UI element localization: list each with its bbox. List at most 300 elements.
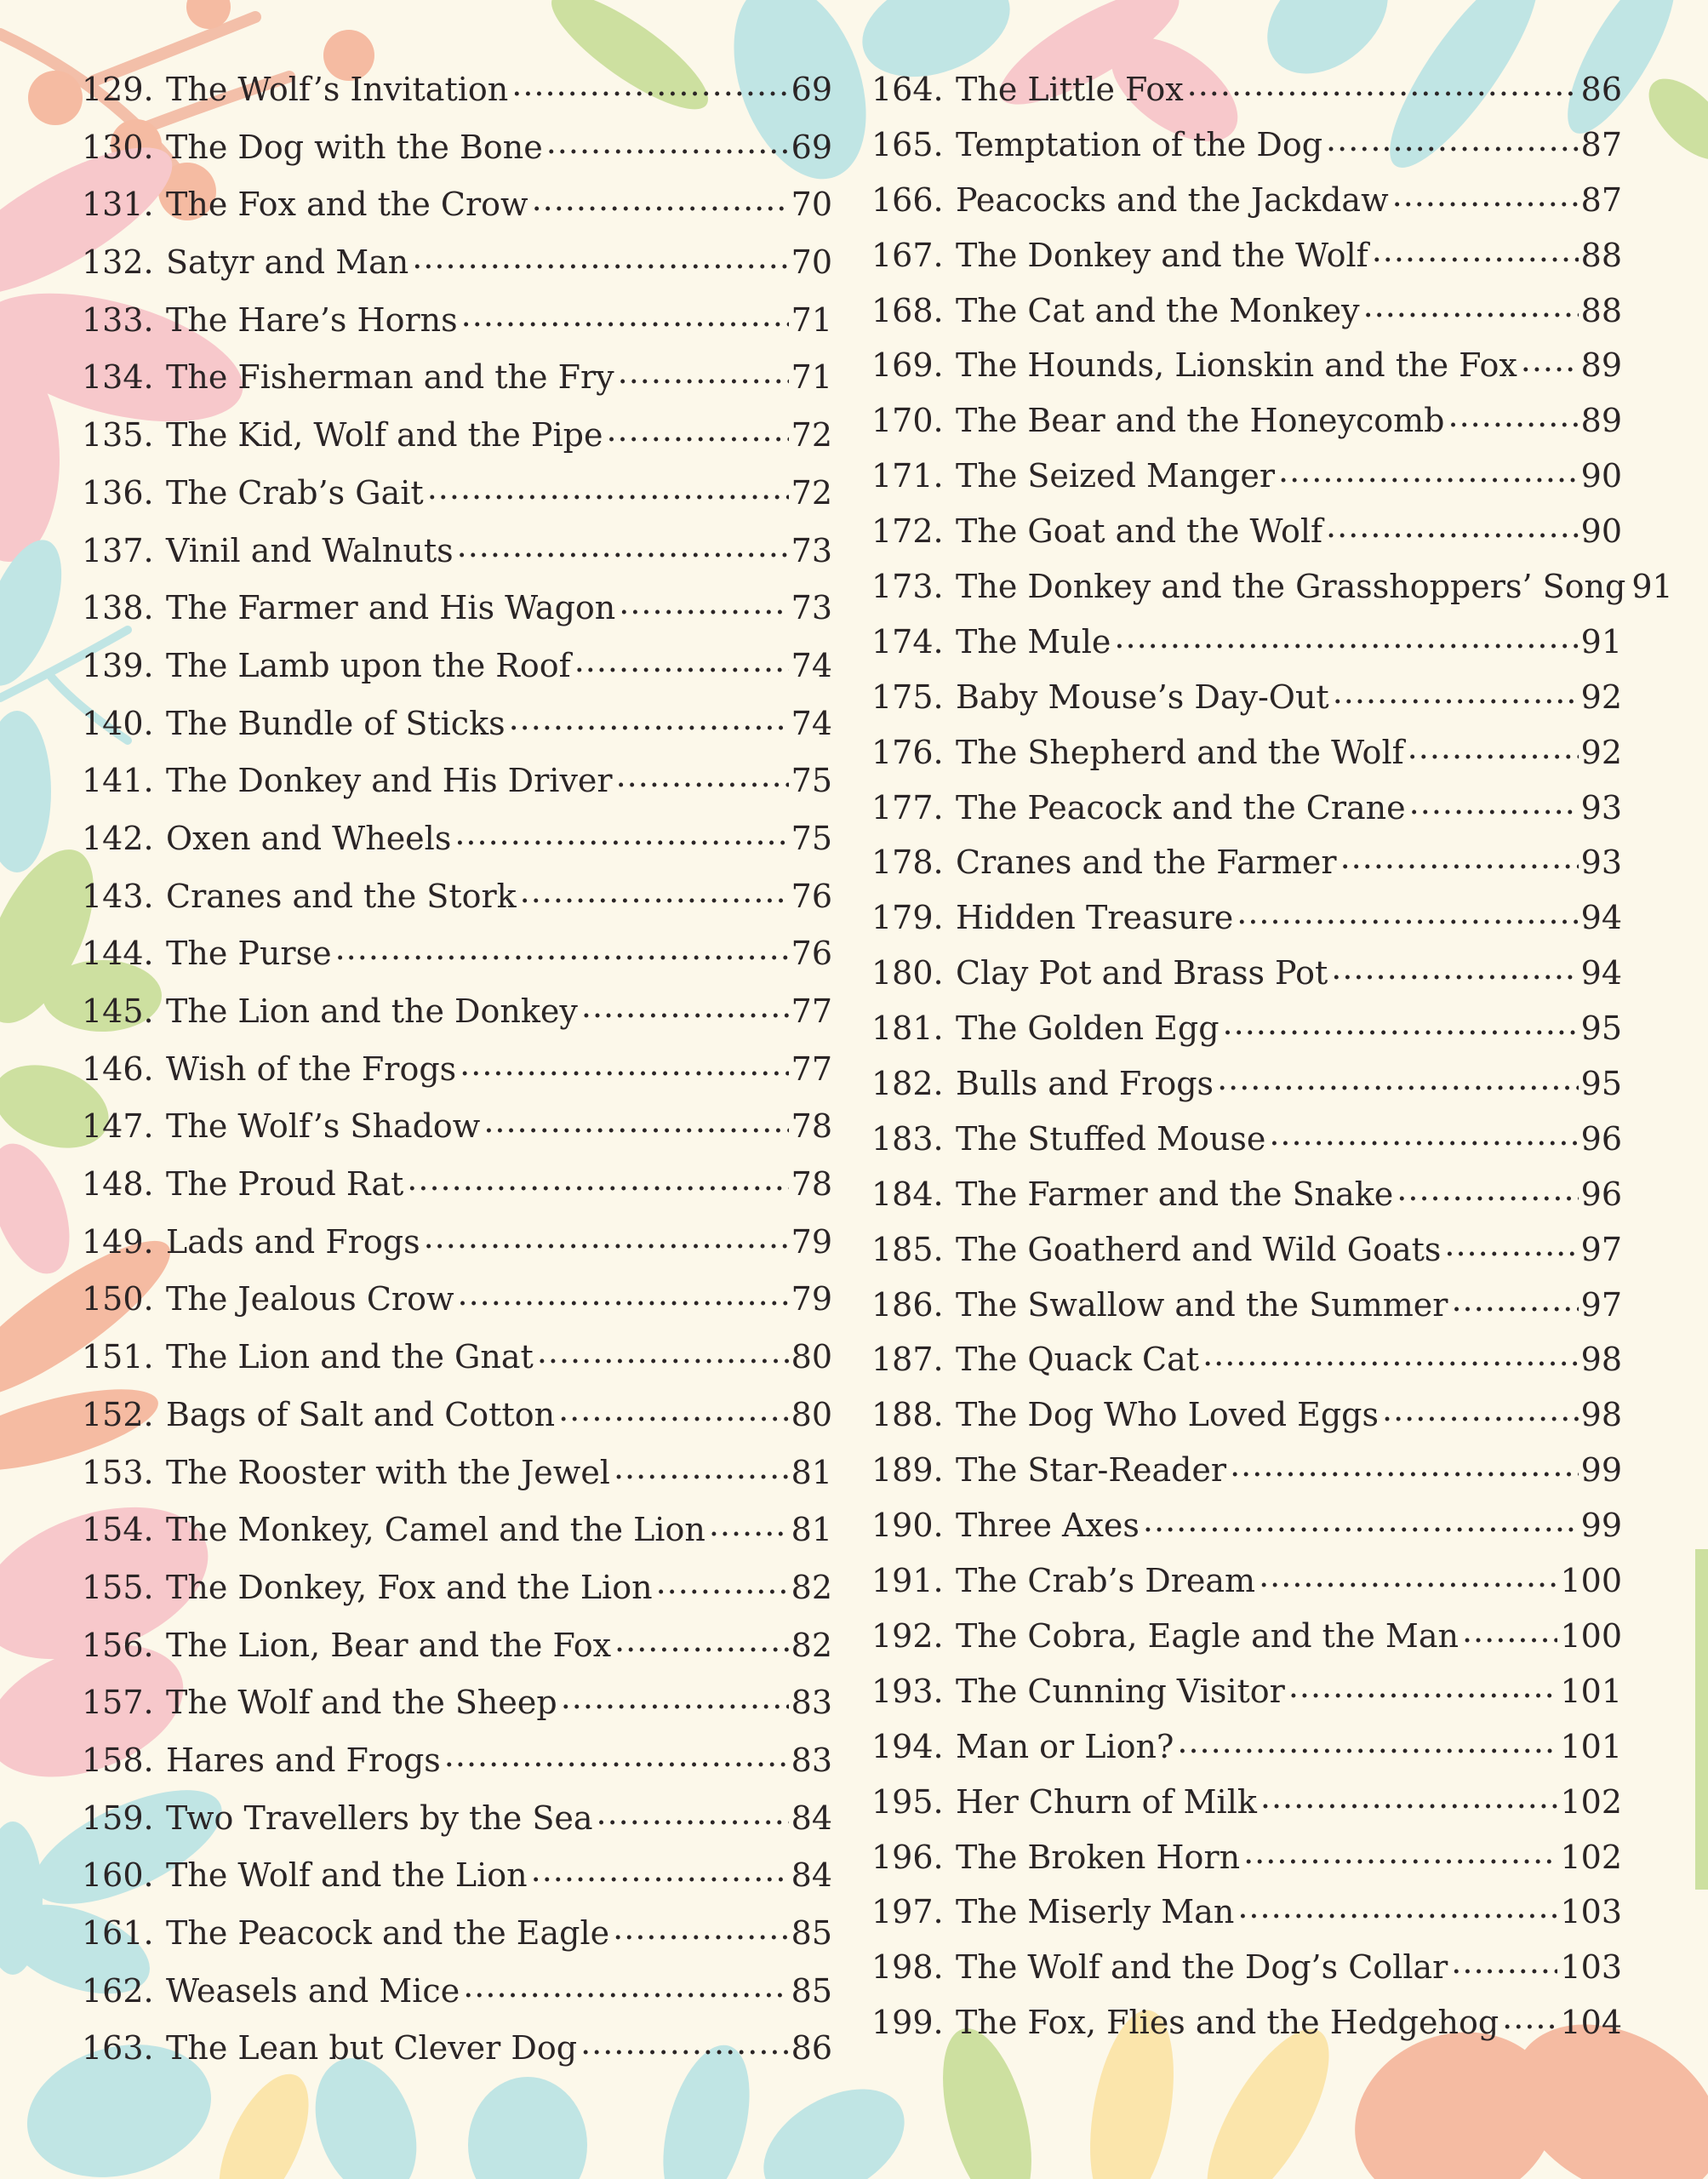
- toc-entry-page: 98: [1580, 1396, 1622, 1434]
- toc-entry[interactable]: [871, 1836, 1622, 1891]
- toc-entry-page: 87: [1580, 125, 1622, 163]
- toc-leader-dots: [457, 529, 789, 562]
- toc-leader-dots: [546, 126, 789, 158]
- toc-entry[interactable]: [82, 1163, 832, 1221]
- toc-entry-title: The Hare’s Horns: [166, 300, 458, 339]
- toc-entry-page: 92: [1580, 733, 1622, 771]
- toc-leader-dots: [1243, 1836, 1557, 1868]
- toc-entry[interactable]: [871, 952, 1622, 1007]
- toc-entry-page: 77: [791, 992, 832, 1030]
- toc-entry-title: Three Axes: [956, 1507, 1140, 1545]
- toc-leader-dots: [335, 932, 789, 964]
- toc-entry[interactable]: [871, 1890, 1622, 1946]
- toc-entry-page: 89: [1580, 346, 1622, 385]
- toc-entry-title: The Lean but Clever Dog: [166, 2029, 578, 2067]
- toc-entry-number: 194.: [871, 1727, 944, 1765]
- toc-entry-page: 72: [791, 473, 832, 512]
- toc-leader-dots: [520, 875, 789, 907]
- toc-entry-title: The Shepherd and the Wolf: [956, 733, 1404, 771]
- toc-entry-number: 145.: [82, 992, 154, 1030]
- toc-leader-dots: [656, 1566, 789, 1599]
- toc-entry-title: The Cat and the Monkey: [956, 291, 1360, 329]
- toc-leader-dots: [1269, 1118, 1578, 1150]
- toc-entry-number: 185.: [871, 1230, 944, 1268]
- toc-entry-page: 78: [791, 1165, 832, 1204]
- toc-entry-page: 93: [1580, 844, 1622, 882]
- toc-entry-title: The Swallow and the Summer: [956, 1285, 1448, 1324]
- toc-entry-title: The Wolf’s Shadow: [166, 1107, 481, 1146]
- toc-entry-title: The Mule: [956, 622, 1111, 661]
- toc-entry[interactable]: [82, 1739, 832, 1797]
- toc-entry[interactable]: [82, 68, 832, 126]
- toc-leader-dots: [1333, 676, 1579, 708]
- leaf-decoration: [468, 2077, 587, 2179]
- toc-entry-page: 83: [791, 1684, 832, 1722]
- toc-entry-number: 193.: [871, 1672, 944, 1710]
- toc-leader-dots: [461, 299, 789, 331]
- toc-entry-title: The Rooster with the Jewel: [166, 1453, 610, 1491]
- toc-entry[interactable]: [82, 529, 832, 587]
- toc-entry-number: 186.: [871, 1285, 944, 1324]
- toc-entry[interactable]: [82, 1681, 832, 1739]
- toc-entry-number: 169.: [871, 346, 944, 385]
- toc-entry-number: 178.: [871, 844, 944, 882]
- toc-entry[interactable]: [871, 1062, 1622, 1118]
- toc-entry-page: 75: [791, 762, 832, 800]
- toc-entry[interactable]: [871, 1504, 1622, 1559]
- toc-entry[interactable]: [871, 455, 1622, 510]
- toc-entry-page: 96: [1580, 1175, 1622, 1213]
- toc-leader-dots: [1502, 2001, 1557, 2033]
- toc-entry-number: 151.: [82, 1338, 154, 1376]
- toc-entry-number: 163.: [82, 2029, 154, 2067]
- toc-leader-dots: [1260, 1781, 1558, 1813]
- toc-entry-title: The Wolf and the Lion: [166, 1856, 528, 1895]
- toc-entry-number: 165.: [871, 125, 944, 163]
- toc-entry-page: 95: [1580, 1065, 1622, 1103]
- toc-leader-dots: [1521, 344, 1579, 376]
- toc-entry-title: The Proud Rat: [166, 1165, 404, 1204]
- toc-entry-title: The Dog with the Bone: [166, 128, 543, 166]
- toc-entry-page: 91: [1631, 568, 1673, 606]
- toc-entry-number: 188.: [871, 1396, 944, 1434]
- toc-leader-dots: [1451, 1946, 1557, 1978]
- toc-entry[interactable]: [82, 759, 832, 817]
- toc-entry-title: Wish of the Frogs: [166, 1049, 457, 1088]
- toc-entry[interactable]: [871, 289, 1622, 345]
- toc-entry-page: 82: [791, 1626, 832, 1664]
- toc-entry-title: The Fisherman and the Fry: [166, 358, 614, 397]
- toc-entry-title: The Seized Manger: [956, 457, 1275, 495]
- toc-leader-dots: [619, 586, 788, 619]
- toc-entry-title: Bags of Salt and Cotton: [166, 1395, 556, 1433]
- toc-entry[interactable]: [82, 990, 832, 1048]
- toc-leader-dots: [1363, 289, 1579, 322]
- toc-entry[interactable]: [871, 1007, 1622, 1062]
- toc-entry[interactable]: [82, 1335, 832, 1393]
- toc-leader-dots: [616, 759, 789, 792]
- toc-entry[interactable]: [871, 179, 1622, 234]
- toc-entry-number: 153.: [82, 1453, 154, 1491]
- toc-entry[interactable]: [871, 123, 1622, 179]
- toc-leader-dots: [614, 1451, 789, 1484]
- toc-leader-dots: [1230, 1449, 1579, 1481]
- toc-entry[interactable]: [871, 510, 1622, 565]
- toc-entry-page: 79: [791, 1280, 832, 1318]
- toc-entry-page: 83: [791, 1741, 832, 1779]
- toc-entry[interactable]: [871, 565, 1673, 621]
- toc-entry-page: 81: [791, 1511, 832, 1549]
- toc-leader-dots: [581, 990, 789, 1022]
- toc-entry-number: 139.: [82, 646, 154, 684]
- toc-entry-number: 168.: [871, 291, 944, 329]
- toc-entry-title: Weasels and Mice: [166, 1971, 460, 2010]
- toc-leader-dots: [606, 414, 788, 446]
- toc-entry-page: 103: [1560, 1948, 1622, 1987]
- toc-entry[interactable]: [82, 183, 832, 241]
- toc-entry-title: The Purse: [166, 935, 332, 973]
- toc-entry-page: 81: [791, 1453, 832, 1491]
- toc-entry-page: 82: [791, 1568, 832, 1606]
- toc-entry-title: The Crab’s Dream: [956, 1562, 1256, 1600]
- toc-entry[interactable]: [871, 1781, 1622, 1836]
- toc-leader-dots: [1340, 841, 1579, 873]
- toc-entry-title: The Broken Horn: [956, 1838, 1241, 1876]
- toc-entry-number: 182.: [871, 1065, 944, 1103]
- toc-entry-number: 136.: [82, 473, 154, 512]
- toc-entry-number: 137.: [82, 531, 154, 569]
- toc-entry[interactable]: [871, 2001, 1622, 2056]
- leaf-decoration: [1635, 65, 1708, 173]
- toc-entry-page: 100: [1560, 1616, 1622, 1655]
- toc-entry-title: The Donkey, Fox and the Lion: [166, 1568, 653, 1606]
- toc-leader-dots: [1326, 510, 1579, 542]
- toc-entry-title: Temptation of the Dog: [956, 125, 1323, 163]
- toc-entry[interactable]: [871, 1228, 1622, 1284]
- toc-leader-dots: [537, 1335, 789, 1368]
- toc-leader-dots: [1326, 123, 1579, 156]
- toc-entry-title: Satyr and Man: [166, 243, 409, 282]
- toc-entry[interactable]: [82, 1508, 832, 1566]
- toc-entry-page: 94: [1580, 954, 1622, 992]
- toc-entry-title: The Lion and the Donkey: [166, 992, 578, 1030]
- toc-entry-title: The Lion and the Gnat: [166, 1338, 534, 1376]
- toc-leader-dots: [463, 1970, 788, 2002]
- toc-leader-dots: [1259, 1559, 1557, 1592]
- toc-entry-number: 191.: [871, 1562, 944, 1600]
- toc-entry-number: 158.: [82, 1741, 154, 1779]
- toc-entry-number: 198.: [871, 1948, 944, 1987]
- toc-leader-dots: [1392, 179, 1579, 211]
- toc-entry-title: The Wolf and the Sheep: [166, 1684, 557, 1722]
- toc-entry-page: 103: [1560, 1893, 1622, 1931]
- toc-entry-title: The Peacock and the Crane: [956, 788, 1406, 826]
- toc-entry[interactable]: [871, 1615, 1622, 1670]
- toc-leader-dots: [532, 183, 789, 215]
- toc-entry-number: 155.: [82, 1568, 154, 1606]
- toc-entry[interactable]: [871, 1173, 1622, 1228]
- toc-entry[interactable]: [82, 1970, 832, 2027]
- toc-entry[interactable]: [871, 344, 1622, 399]
- toc-entry-number: 173.: [871, 568, 944, 606]
- toc-entry-title: The Goatherd and Wild Goats: [956, 1230, 1442, 1268]
- toc-entry-title: Cranes and the Farmer: [956, 844, 1337, 882]
- toc-entry-number: 172.: [871, 512, 944, 551]
- toc-entry[interactable]: [871, 399, 1622, 455]
- toc-entry[interactable]: [82, 472, 832, 529]
- toc-entry-number: 131.: [82, 186, 154, 224]
- toc-entry-page: 97: [1580, 1285, 1622, 1324]
- toc-entry-number: 146.: [82, 1049, 154, 1088]
- toc-entry[interactable]: [871, 1559, 1622, 1615]
- toc-entry[interactable]: [82, 241, 832, 299]
- toc-entry-title: The Wolf and the Dog’s Collar: [956, 1948, 1448, 1987]
- toc-leader-dots: [454, 817, 788, 849]
- toc-entry-number: 141.: [82, 762, 154, 800]
- toc-entry-number: 175.: [871, 678, 944, 716]
- toc-entry-title: The Donkey and His Driver: [166, 762, 613, 800]
- berry-decoration: [28, 71, 83, 125]
- toc-entry-title: Man or Lion?: [956, 1727, 1174, 1765]
- toc-entry-number: 135.: [82, 416, 154, 455]
- toc-entry[interactable]: [82, 299, 832, 357]
- toc-entry[interactable]: [82, 702, 832, 760]
- toc-leader-dots: [597, 1797, 789, 1829]
- toc-entry-number: 160.: [82, 1856, 154, 1895]
- toc-entry-title: The Goat and the Wolf: [956, 512, 1323, 551]
- toc-entry-page: 88: [1580, 236, 1622, 274]
- toc-leader-dots: [1397, 1173, 1578, 1205]
- toc-entry[interactable]: [871, 1670, 1622, 1725]
- toc-entry-page: 69: [791, 128, 832, 166]
- toc-entry-number: 150.: [82, 1280, 154, 1318]
- toc-leader-dots: [511, 68, 788, 100]
- toc-leader-dots: [1444, 1228, 1578, 1261]
- leaf-decoration: [0, 711, 51, 872]
- toc-entry-number: 138.: [82, 589, 154, 627]
- toc-entry-page: 104: [1560, 2004, 1622, 2042]
- toc-entry[interactable]: [82, 1105, 832, 1163]
- toc-entry-number: 152.: [82, 1395, 154, 1433]
- toc-entry-number: 164.: [871, 71, 944, 108]
- toc-entry[interactable]: [82, 644, 832, 702]
- toc-entry[interactable]: [871, 1725, 1622, 1781]
- toc-entry-title: Oxen and Wheels: [166, 819, 452, 857]
- toc-entry-page: 91: [1580, 622, 1622, 661]
- toc-leader-dots: [458, 1278, 789, 1310]
- toc-entry-title: The Star-Reader: [956, 1451, 1227, 1490]
- toc-entry-page: 76: [791, 877, 832, 915]
- toc-entry-number: 179.: [871, 899, 944, 937]
- toc-entry-title: The Farmer and the Snake: [956, 1175, 1394, 1213]
- toc-leader-dots: [509, 702, 789, 735]
- toc-entry-number: 162.: [82, 1971, 154, 2010]
- toc-entry-page: 74: [791, 704, 832, 742]
- toc-entry-page: 88: [1580, 291, 1622, 329]
- toc-entry-page: 101: [1560, 1727, 1622, 1765]
- toc-entry-number: 166.: [871, 180, 944, 219]
- toc-entry-title: Lads and Frogs: [166, 1222, 420, 1261]
- toc-entry-number: 130.: [82, 128, 154, 166]
- toc-entry-number: 199.: [871, 2004, 944, 2042]
- toc-entry-page: 76: [791, 935, 832, 973]
- toc-entry[interactable]: [82, 2027, 832, 2085]
- toc-entry-number: 149.: [82, 1222, 154, 1261]
- toc-entry-page: 98: [1580, 1341, 1622, 1379]
- toc-entry-page: 80: [791, 1338, 832, 1376]
- toc-entry-number: 140.: [82, 704, 154, 742]
- toc-entry-number: 183.: [871, 1119, 944, 1158]
- toc-entry-title: The Hounds, Lionskin and the Fox: [956, 346, 1517, 385]
- toc-entry-number: 144.: [82, 935, 154, 973]
- toc-entry-title: Clay Pot and Brass Pot: [956, 954, 1328, 992]
- toc-entry-number: 176.: [871, 733, 944, 771]
- toc-entry-title: The Kid, Wolf and the Pipe: [166, 416, 603, 455]
- toc-leader-dots: [1372, 234, 1579, 266]
- toc-entry-number: 161.: [82, 1914, 154, 1952]
- toc-entry[interactable]: [82, 932, 832, 990]
- toc-entry[interactable]: [82, 586, 832, 644]
- toc-entry[interactable]: [82, 817, 832, 875]
- toc-entry[interactable]: [82, 1854, 832, 1912]
- toc-entry[interactable]: [871, 786, 1622, 842]
- toc-entry-page: 71: [791, 358, 832, 397]
- toc-entry-page: 72: [791, 416, 832, 455]
- toc-entry[interactable]: [871, 731, 1622, 786]
- toc-entry-title: The Donkey and the Wolf: [956, 236, 1368, 274]
- toc-entry[interactable]: [82, 126, 832, 184]
- toc-entry-title: Hares and Frogs: [166, 1741, 441, 1779]
- toc-entry-number: 129.: [82, 71, 154, 108]
- toc-entry-title: The Fox and the Crow: [166, 186, 528, 224]
- toc-leader-dots: [1187, 68, 1579, 100]
- toc-leader-dots: [614, 1624, 789, 1656]
- toc-leader-dots: [1448, 399, 1579, 432]
- toc-entry-title: Cranes and the Stork: [166, 877, 517, 915]
- toc-leader-dots: [1278, 455, 1579, 487]
- toc-entry[interactable]: [82, 1912, 832, 1970]
- toc-leader-dots: [1223, 1007, 1579, 1039]
- toc-entry-title: Bulls and Frogs: [956, 1065, 1214, 1103]
- toc-entry[interactable]: [82, 1566, 832, 1624]
- toc-entry[interactable]: [82, 1624, 832, 1682]
- toc-entry-page: 100: [1560, 1562, 1622, 1600]
- toc-entry-title: Vinil and Walnuts: [166, 531, 454, 569]
- toc-entry-title: Peacocks and the Jackdaw: [956, 180, 1389, 219]
- toc-entry-title: The Jealous Crow: [166, 1280, 454, 1318]
- toc-entry-number: 177.: [871, 788, 944, 826]
- toc-entry[interactable]: [82, 414, 832, 472]
- toc-entry-page: 85: [791, 1914, 832, 1952]
- toc-entry-title: The Golden Egg: [956, 1009, 1220, 1048]
- toc-leader-dots: [613, 1912, 788, 1944]
- toc-entry[interactable]: [871, 676, 1622, 731]
- toc-entry[interactable]: [82, 875, 832, 933]
- toc-entry-page: 102: [1560, 1782, 1622, 1821]
- toc-column-left: [82, 68, 832, 2085]
- toc-leader-dots: [1408, 731, 1579, 764]
- toc-entry[interactable]: [871, 1449, 1622, 1504]
- toc-leader-dots: [561, 1681, 789, 1713]
- toc-entry-title: The Bundle of Sticks: [166, 704, 506, 742]
- toc-entry[interactable]: [871, 1946, 1622, 2001]
- toc-entry-page: 99: [1580, 1507, 1622, 1545]
- toc-entry-page: 84: [791, 1856, 832, 1895]
- toc-entry[interactable]: [871, 1338, 1622, 1393]
- toc-entry-number: 147.: [82, 1107, 154, 1146]
- toc-entry-number: 197.: [871, 1893, 944, 1931]
- toc-entry[interactable]: [82, 1797, 832, 1855]
- toc-leader-dots: [618, 356, 789, 388]
- toc-entry-number: 157.: [82, 1684, 154, 1722]
- toc-entry[interactable]: [82, 1048, 832, 1106]
- toc-entry-page: 89: [1580, 402, 1622, 440]
- toc-entry-page: 77: [791, 1049, 832, 1088]
- toc-entry-page: 101: [1560, 1672, 1622, 1710]
- toc-entry-title: Hidden Treasure: [956, 899, 1234, 937]
- toc-entry-page: 86: [791, 2029, 832, 2067]
- toc-entry-page: 73: [791, 589, 832, 627]
- toc-entry-page: 79: [791, 1222, 832, 1261]
- toc-entry-number: 134.: [82, 358, 154, 397]
- toc-leader-dots: [531, 1854, 789, 1886]
- toc-entry[interactable]: [871, 1284, 1622, 1339]
- toc-entry-number: 167.: [871, 236, 944, 274]
- toc-leader-dots: [558, 1393, 789, 1426]
- toc-entry-page: 85: [791, 1971, 832, 2010]
- toc-entry-title: The Bear and the Honeycomb: [956, 402, 1445, 440]
- toc-entry-title: The Cunning Visitor: [956, 1672, 1285, 1710]
- toc-entry-page: 80: [791, 1395, 832, 1433]
- toc-entry[interactable]: [82, 1393, 832, 1451]
- toc-entry-title: Two Travellers by the Sea: [166, 1799, 593, 1837]
- toc-entry[interactable]: [871, 896, 1622, 952]
- toc-entry-page: 75: [791, 819, 832, 857]
- toc-entry-number: 192.: [871, 1616, 944, 1655]
- toc-entry[interactable]: [871, 841, 1622, 896]
- toc-entry-page: 70: [791, 243, 832, 282]
- toc-leader-dots: [1331, 952, 1578, 984]
- toc-leader-dots: [1237, 1890, 1557, 1923]
- toc-entry-number: 189.: [871, 1451, 944, 1490]
- toc-entry-title: The Miserly Man: [956, 1893, 1235, 1931]
- toc-entry-number: 190.: [871, 1507, 944, 1545]
- toc-entry[interactable]: [871, 1393, 1622, 1449]
- toc-entry[interactable]: [871, 234, 1622, 289]
- toc-leader-dots: [1409, 786, 1579, 819]
- toc-entry-number: 170.: [871, 402, 944, 440]
- toc-leader-dots: [407, 1163, 788, 1195]
- toc-leader-dots: [1114, 621, 1578, 653]
- toc-entry[interactable]: [82, 1221, 832, 1278]
- toc-entry-number: 133.: [82, 300, 154, 339]
- toc-entry-page: 94: [1580, 899, 1622, 937]
- toc-leader-dots: [1462, 1615, 1558, 1647]
- toc-entry-number: 156.: [82, 1626, 154, 1664]
- toc-entry[interactable]: [82, 1278, 832, 1335]
- toc-entry-number: 196.: [871, 1838, 944, 1876]
- toc-entry[interactable]: [82, 1451, 832, 1509]
- toc-entry[interactable]: [871, 1118, 1622, 1173]
- toc-entry-title: The Lamb upon the Roof: [166, 646, 571, 684]
- toc-entry-title: The Dog Who Loved Eggs: [956, 1396, 1379, 1434]
- toc-entry-page: 87: [1580, 180, 1622, 219]
- toc-entry[interactable]: [82, 356, 832, 414]
- toc-leader-dots: [427, 472, 789, 504]
- toc-leader-dots: [412, 241, 788, 273]
- toc-entry[interactable]: [871, 621, 1622, 676]
- toc-entry[interactable]: [871, 68, 1622, 123]
